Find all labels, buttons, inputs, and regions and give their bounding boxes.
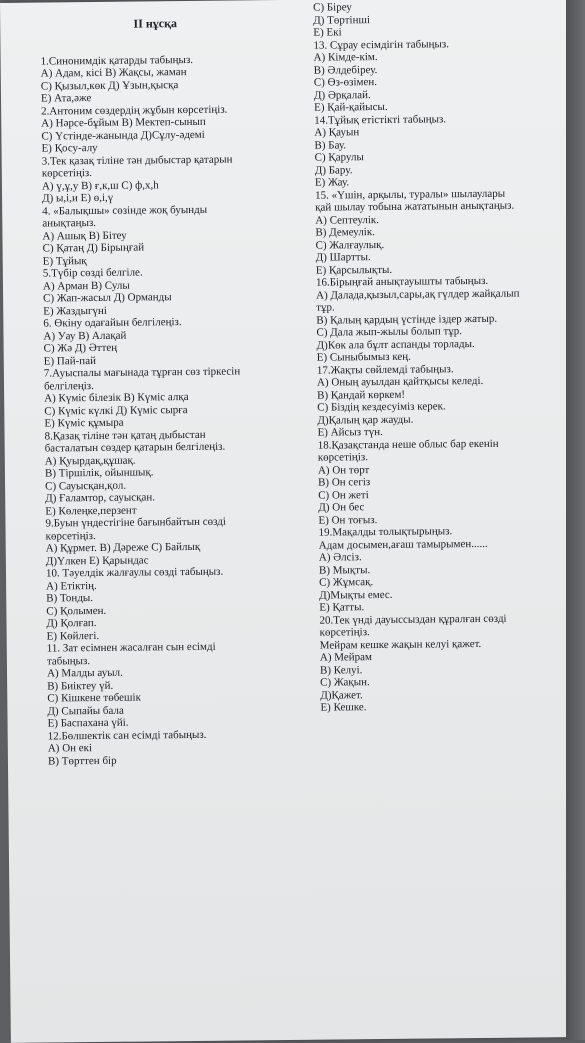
text-line: А) Мейрам	[319, 651, 373, 664]
text-line: А) Нәрсе-бұйым В) Мектеп-сынып	[41, 115, 206, 130]
text-line: 5.Түбір сөзді белгіле.	[42, 266, 143, 280]
text-line: Д) Ғаламтор, сауысқан.	[45, 491, 155, 505]
text-line: А) Ашық В) Бітеу	[42, 229, 127, 243]
text-line: С) Қатаң Д) Бірыңғай	[42, 241, 145, 255]
text-line: 20.Тек үнді дауыссыздан құралған сөзді	[319, 612, 507, 627]
text-line: Д)Қалың қар жауды.	[317, 413, 414, 427]
text-line: А) Етіктің.	[46, 579, 97, 593]
text-line: В) Тіршілік, ойыншық.	[44, 466, 154, 480]
text-line: С) Жұмсақ.	[319, 576, 374, 589]
text-line: А) Қуырдақ,құшақ.	[44, 454, 136, 468]
text-line: белгілеңіз.	[43, 379, 94, 393]
text-line: С) Жап-жасыл Д) Орманды	[43, 291, 172, 305]
right-column	[313, 0, 570, 714]
text-line: Е) Пай-пай	[43, 354, 96, 368]
text-line: А) Күміс білезік В) Күміс алқа	[44, 391, 189, 405]
text-line: В) Төрттен бір	[47, 754, 117, 768]
text-line: 12.Бөлшектік сан есімді табыңыз.	[47, 728, 207, 743]
text-line: 13. Сұрау есімдігін табыңыз.	[313, 37, 450, 52]
text-line: В) Қандай көркем!	[317, 388, 406, 402]
text-line: Е) Қосу-алу	[41, 141, 98, 155]
text-line: А) Кімде-кім.	[313, 51, 378, 64]
text-line: В) Әлдебіреу.	[313, 63, 378, 77]
text-line: 2.Антоним сөздердің жұбын көрсетіңіз.	[41, 103, 228, 118]
text-line: А) Далада,қызыл,сары,ақ гүлдер жайқалып	[316, 287, 520, 302]
text-line: А) Оның ауылдан қайтқысы келеді.	[316, 374, 484, 389]
text-line: 7.Ауыспалы мағынада тұрған сөз тіркесін	[43, 365, 241, 380]
text-line: В) Тонды.	[46, 592, 94, 605]
text-line: Е) Кешке.	[320, 701, 367, 714]
text-line: Е) Жаздыгүні	[43, 304, 107, 318]
text-line: Е) Сыныбымыз кең.	[316, 350, 411, 364]
text-line: А) ү,ұ,у В) ғ,к,ш С) ф,х,һ	[41, 178, 159, 193]
text-line: А) Арман В) Сулы	[42, 279, 130, 293]
text-line: 8.Қазақ тіліне тән қатаң дыбыстан	[44, 428, 206, 443]
text-line: В) Бау.	[314, 138, 347, 152]
text-line: Д)Үлкен Е) Қарындас	[45, 553, 149, 568]
text-line: көрсетіңіз.	[45, 529, 96, 543]
text-line: 16.Бірыңғай анықтауышты табыңыз.	[315, 274, 489, 289]
text-line: 19.Мақалды толықтырыңыз.	[318, 525, 453, 539]
text-line: С) Өз-өзімен.	[313, 76, 378, 89]
text-line: Д) Он бес	[318, 501, 365, 514]
text-line: 17.Жақты сөйлемді табыңыз.	[316, 362, 454, 377]
text-line: Мейрам кешке жақын келуі қажет.	[319, 637, 482, 652]
text-line: В) Биіктеу үй.	[47, 679, 114, 693]
text-line: 18.Қазақстанда неше облыс бар екенін	[317, 437, 499, 452]
text-line: А) Малды ауыл.	[46, 666, 123, 680]
text-line: В) Он сегіз	[317, 476, 371, 489]
text-line: Д) Шартты.	[315, 251, 371, 264]
text-line: Д)Қажет.	[320, 688, 363, 702]
text-line: табыңыз.	[46, 654, 91, 668]
text-line: Е) Қарсылықты.	[315, 263, 393, 277]
text-line: Е) Баспахана үйі.	[47, 716, 129, 730]
text-line: А) Әлсіз.	[318, 551, 362, 564]
text-line: 14.Тұйық етістікті табыңыз.	[314, 112, 447, 127]
text-line: Д) Қолғап.	[46, 616, 97, 630]
text-line: С) Қызыл,көк Д) Ұзын,қысқа	[40, 78, 179, 93]
text-line: В) Қалың қардың үстінде іздер жатыр.	[316, 312, 498, 327]
text-line: В) Мықты.	[318, 563, 371, 577]
text-line: 9.Буын үндестігіне бағынбайтын сөзді	[45, 515, 226, 530]
text-line: Е) Ата,әже	[40, 92, 92, 105]
text-line: С) Біздің кездесуіміз керек.	[317, 400, 446, 414]
text-line: А) Қауын	[314, 126, 360, 139]
text-line: А) Он төрт	[317, 463, 370, 477]
text-line: С) Жә Д) Әттең	[43, 341, 118, 355]
text-line: С) Жақын.	[320, 676, 370, 689]
text-line: Е) Айсыз түн.	[317, 425, 383, 439]
text-line: 11. Зат есімнен жасалған сын есімді	[46, 640, 216, 655]
text-line: 3.Тек қазақ тіліне тән дыбыстар қатарын	[41, 153, 233, 168]
text-line: С) Қарулы	[314, 151, 364, 164]
text-line: С) Үстінде-жанында Д)Сұлу-әдемі	[41, 128, 205, 143]
text-line: анықтаңыз.	[42, 216, 97, 230]
text-line: Е) Екі	[313, 26, 342, 39]
text-line: Е) Қатты.	[319, 601, 365, 614]
text-line: С) Он жеті	[318, 488, 369, 502]
text-line: 4. «Балықшы» сөзінде жоқ буынды	[42, 203, 208, 218]
text-line: 1.Синонимдік қатарды табыңыз.	[40, 53, 194, 68]
text-line: Д) Әрқалай.	[313, 88, 371, 102]
text-line: 10. Тәуелдік жалғаулы сөзді табыңыз.	[45, 565, 224, 580]
text-line: Е) Қай-қайысы.	[314, 100, 388, 114]
text-line: А) Құрмет. В) Дәреже С) Байлық	[45, 540, 201, 555]
text-line: А) Септеулік.	[315, 213, 380, 227]
text-line: А) Адам, кісі В) Жақсы, жаман	[40, 66, 187, 80]
background-edge	[566, 0, 585, 1040]
text-line: 6. Өкіну одағайын белгілеңіз.	[43, 316, 182, 330]
text-line: Е) Көйлегі.	[46, 629, 100, 643]
left-column	[40, 16, 313, 768]
text-line: Е) Жау.	[314, 176, 350, 189]
text-line: С) Жалғаулық.	[315, 238, 385, 252]
text-line: тұр.	[316, 301, 335, 314]
text-line: басталатын сөздер қатарын белгілеңіз.	[44, 440, 226, 455]
text-line: Е) Көлеңке,перзент	[45, 504, 137, 518]
text-line: қай шылау тобына жататынын анықтаңыз.	[315, 199, 515, 214]
text-line: көрсетіңіз.	[41, 167, 93, 180]
text-line: С) Кішкене төбешік	[47, 691, 141, 705]
page-title: II нұсқа	[133, 16, 178, 31]
text-line: Е) Күміс құмыра	[44, 416, 124, 430]
text-line: Д) ы,і,и Е) ө,і,ү	[42, 191, 114, 205]
text-line: Адам досымен,ағаш тамырымен......	[318, 537, 488, 552]
text-line: А) Он екі	[47, 742, 93, 755]
text-line: Д) Сыпайы бала	[47, 704, 124, 718]
text-line: С) Сауысқан,қол.	[45, 479, 127, 493]
text-line: С) Біреу	[313, 1, 352, 14]
text-line: Д) Бару.	[314, 163, 353, 177]
text-line: көрсетіңіз.	[319, 626, 370, 639]
text-line: В) Демеулік.	[315, 226, 375, 239]
text-line: Д)Мықты емес.	[319, 588, 393, 602]
text-line: А) Уау В) Алақай	[43, 329, 127, 343]
text-line: С) Дала жып-жылы болып тұр.	[316, 325, 463, 339]
text-line: В) Келуі.	[319, 663, 363, 677]
text-line: Д) Төртінші	[313, 13, 371, 27]
text-line: С) Күміс күлкі Д) Күміс сырға	[44, 403, 188, 418]
text-line: Е) Он тоғыз.	[318, 513, 378, 527]
text-line: 15. «Үшін, арқылы, туралы» шылаулары	[314, 187, 506, 202]
text-line: көрсетіңіз.	[317, 451, 369, 464]
text-line: Д)Көк ала бұлт аспанды торлады.	[316, 337, 475, 352]
text-line: Е) Тұйық	[42, 254, 87, 268]
text-line: С) Қолымен.	[46, 604, 107, 618]
